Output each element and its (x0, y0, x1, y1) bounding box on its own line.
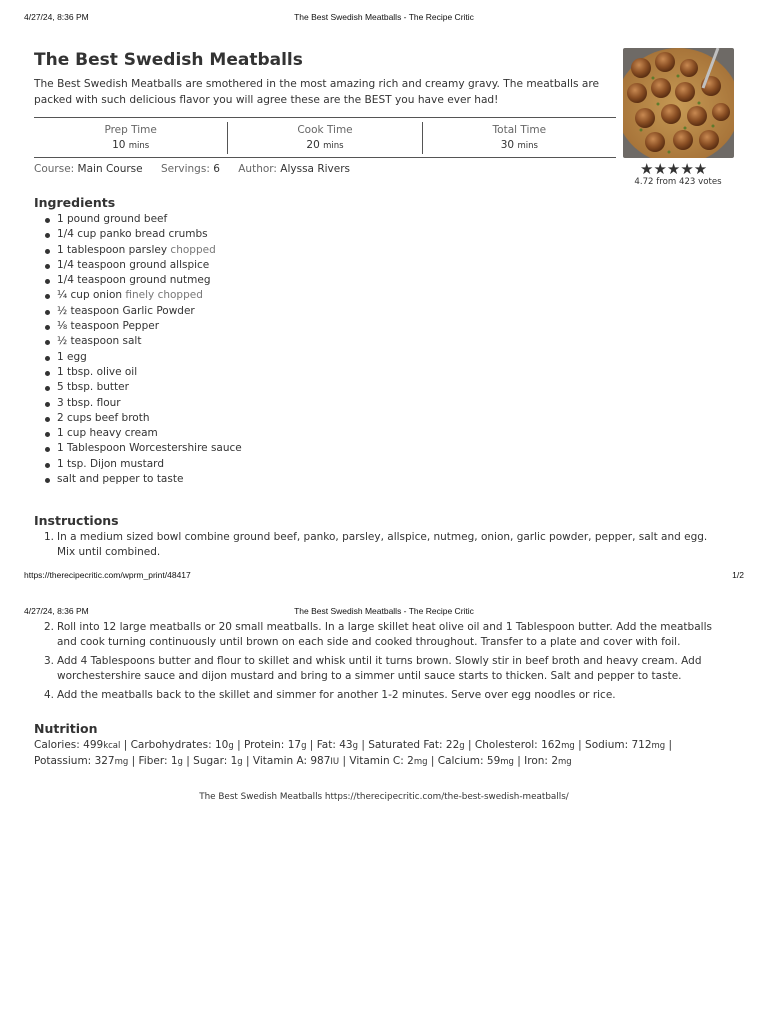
ingredient-text: 1/4 cup panko bread crumbs (57, 228, 208, 241)
time-value: 30 (500, 139, 515, 151)
nutrition-unit: mg (561, 741, 575, 751)
recipe-meta (34, 163, 350, 175)
ingredients-heading: Ingredients (34, 195, 116, 210)
nutrition-item (349, 755, 427, 767)
print-doc-title: The Best Swedish Meatballs - The Recipe Critic (294, 606, 474, 616)
nutrition-value: 987 (310, 755, 331, 768)
nutrition-label: Calcium: (437, 755, 484, 768)
bullet (45, 356, 50, 361)
time-value: 10 (112, 139, 126, 151)
nutrition-unit: IU (330, 757, 340, 768)
nutrition-value: 43 (339, 739, 353, 751)
time-unit: mins (517, 141, 538, 151)
ingredient-item (34, 258, 242, 273)
nutrition-value: 1 (170, 755, 178, 768)
ingredient-item (34, 273, 242, 288)
time-label: Prep Time (104, 124, 157, 136)
instructions-heading: Instructions (34, 513, 119, 528)
nutrition-value: 327 (94, 755, 115, 768)
nutrition-label: Carbohydrates: (130, 739, 212, 751)
meatballs-photo-icon (623, 48, 734, 158)
nutrition-value: 162 (541, 739, 562, 751)
ingredient-text: 1 pound ground beef (57, 213, 168, 225)
nutrition-value: 59 (486, 755, 501, 768)
bullet (45, 233, 50, 238)
print-header-page1 (24, 12, 744, 24)
ingredient-item (34, 457, 242, 472)
nutrition-value: 2 (407, 755, 414, 768)
step-number: 2. (44, 621, 55, 633)
recipe-times (34, 117, 616, 158)
ingredient-item (34, 365, 242, 380)
ingredient-note: chopped (170, 243, 216, 256)
bullet (45, 325, 50, 330)
ingredient-text: 5 tbsp. butter (57, 381, 129, 394)
step-text: Roll into 12 large meatballs or 20 small meatballs. In a large skillet heat olive oil and 1 Tablespoon butter. Add the meatballs and cook turning continuously until brown on each side and cooked throughout. Transfer to a plate and cover with foil. (57, 621, 712, 649)
bullet (45, 386, 50, 391)
nutrition-heading: Nutrition (34, 721, 98, 736)
bullet (45, 478, 50, 483)
ingredient-text: 1 cup heavy cream (57, 427, 158, 440)
ingredient-item (34, 243, 242, 258)
nutrition-unit: mg (558, 757, 572, 768)
nutrition-item (585, 739, 665, 751)
ingredient-text: 1 egg (57, 350, 87, 363)
nutrition-item (131, 739, 234, 751)
bullet (45, 294, 50, 299)
nutrition-label: Fiber: (138, 755, 168, 768)
nutrition-label: Calories: (34, 739, 80, 751)
print-datetime: 4/27/24, 8:36 PM (24, 606, 89, 616)
ingredient-text: ⅛ teaspoon Pepper (57, 320, 160, 333)
ingredient-text: 3 tbsp. flour (57, 396, 121, 409)
nutrition-unit: g (352, 741, 358, 751)
nutrition-label: Fat: (316, 739, 336, 751)
course-label: Course: (34, 163, 75, 175)
servings-label: Servings: (160, 163, 210, 175)
bullet (45, 249, 50, 254)
print-footer-page1 (24, 570, 744, 582)
nutrition-unit: g (237, 757, 243, 768)
time-label: Total Time (492, 124, 547, 136)
step-number: 4. (44, 688, 55, 701)
ingredients-list (34, 212, 242, 487)
ingredient-item (34, 411, 242, 426)
nutrition-item (475, 739, 575, 751)
course-value: Main Course (77, 163, 143, 175)
total-time (423, 122, 616, 154)
nutrition-value: 10 (214, 739, 229, 751)
bullet (45, 417, 50, 422)
prep-time (34, 122, 228, 154)
ingredient-item (34, 380, 242, 395)
print-datetime: 4/27/24, 8:36 PM (24, 12, 89, 22)
nutrition-item (139, 755, 183, 767)
nutrition-label: Protein: (243, 739, 285, 751)
recipe-summary: The Best Swedish Meatballs are smothered in the most amazing rich and creamy gravy. The meatballs are packed with such delicious flavor you will agree these are the BEST you have ever had! (34, 78, 599, 106)
ingredient-text: 1 tablespoon parsley (57, 243, 168, 256)
nutrition-unit: mg (500, 757, 514, 768)
nutrition-label: Saturated Fat: (368, 739, 443, 751)
nutrition-unit: mg (651, 741, 666, 751)
nutrition-unit: mg (413, 757, 428, 768)
time-unit: mins (128, 141, 150, 151)
nutrition-label: Vitamin C: (349, 755, 404, 768)
ingredient-text: 1/4 teaspoon ground allspice (57, 258, 210, 271)
nutrition-unit: g (459, 741, 465, 751)
ingredient-item (34, 426, 242, 441)
ingredient-text: 1 Tablespoon Worcestershire sauce (57, 442, 242, 455)
nutrition-item (368, 739, 465, 751)
recipe-title: The Best Swedish Meatballs (34, 50, 303, 70)
instructions-list-page1 (34, 530, 724, 561)
bullet (45, 310, 50, 315)
nutrition-value: 22 (445, 739, 460, 751)
ingredient-item (34, 472, 242, 487)
instructions-list-page2 (34, 620, 724, 703)
author-label: Author: (238, 163, 277, 175)
nutrition-facts: Calories: 499kcal | Carbohydrates: 10g | Protein: 17g | Fat: 43g | Saturated Fat: 22g | Cholesterol: 162mg | Sodium: 712mg | Potassium: 327mg | Fiber: 1g | Sugar: 1g | Vitamin A: 987IU | Vitamin C: 2mg | Calcium: 59mg | Iron: 2mg (34, 739, 673, 768)
ingredient-text: ¼ cup onion (57, 289, 123, 302)
instruction-step (34, 688, 724, 703)
nutrition-value: 17 (287, 739, 302, 751)
time-label: Cook Time (297, 124, 353, 136)
nutrition-item (317, 739, 358, 751)
step-number: 3. (44, 654, 55, 667)
time-unit: mins (323, 141, 344, 151)
ingredient-item (34, 319, 242, 334)
bullet (45, 264, 50, 269)
bullet (45, 371, 50, 376)
nutrition-label: Iron: (524, 755, 548, 768)
cook-time (228, 122, 422, 154)
bullet (45, 218, 50, 223)
instruction-step (34, 620, 724, 651)
step-number: 1. (44, 531, 55, 543)
nutrition-unit: g (301, 741, 307, 751)
nutrition-item (34, 739, 120, 751)
bullet (45, 432, 50, 437)
ingredient-text: 1/4 teaspoon ground nutmeg (57, 274, 211, 287)
servings-value: 6 (213, 163, 220, 175)
instruction-step (34, 654, 724, 685)
nutrition-value: 1 (230, 755, 238, 768)
nutrition-item (34, 755, 128, 767)
ingredient-note: finely chopped (125, 289, 203, 302)
ingredient-item (34, 441, 242, 456)
instruction-step (34, 530, 724, 561)
nutrition-value: 2 (551, 755, 559, 768)
nutrition-unit: kcal (103, 741, 121, 751)
ingredient-text: salt and pepper to taste (57, 473, 184, 486)
nutrition-item (244, 739, 306, 751)
source-footer: The Best Swedish Meatballs https://therecipecritic.com/the-best-swedish-meatballs/ (199, 792, 569, 802)
bullet (45, 402, 50, 407)
bullet (45, 463, 50, 468)
ingredient-item (34, 334, 242, 349)
page-number: 1/2 (732, 570, 744, 580)
nutrition-unit: mg (114, 757, 129, 768)
nutrition-unit: g (228, 741, 234, 751)
ingredient-item (34, 288, 242, 303)
nutrition-label: Cholesterol: (474, 739, 538, 751)
print-doc-title: The Best Swedish Meatballs - The Recipe Critic (294, 12, 474, 22)
nutrition-item (524, 755, 572, 767)
author-value: Alyssa Rivers (280, 163, 350, 175)
rating-stars[interactable]: ★★★★★ (640, 160, 708, 178)
nutrition-item (253, 755, 339, 767)
print-url: https://therecipecritic.com/wprm_print/48417 (24, 570, 191, 580)
ingredient-item (34, 212, 242, 227)
nutrition-label: Sugar: (193, 755, 228, 768)
ingredient-text: 1 tsp. Dijon mustard (57, 457, 164, 470)
nutrition-value: 712 (631, 739, 652, 751)
bullet (45, 279, 50, 284)
nutrition-item (438, 755, 514, 767)
recipe-image (623, 48, 734, 158)
step-text: In a medium sized bowl combine ground beef, panko, parsley, allspice, nutmeg, onion, garlic powder, pepper, salt and egg. Mix until combined. (57, 531, 708, 559)
ingredient-item (34, 227, 242, 242)
step-text: Add 4 Tablespoons butter and flour to skillet and whisk until it turns brown. Slowly stir in beef broth and heavy cream. Add worchestershire sauce and dijon mustard and bring to a simmer until sauce starts to thicken. Salt and pepper to taste. (57, 654, 702, 683)
nutrition-item (193, 755, 243, 767)
rating-votes: 4.72 from 423 votes (634, 177, 722, 187)
bullet (45, 340, 50, 345)
ingredient-item (34, 396, 242, 411)
ingredient-text: ½ teaspoon salt (57, 335, 142, 348)
ingredient-text: ½ teaspoon Garlic Powder (57, 304, 195, 317)
nutrition-label: Potassium: (34, 755, 92, 768)
ingredient-item (34, 350, 242, 365)
bullet (45, 447, 50, 452)
step-text: Add the meatballs back to the skillet and simmer for another 1-2 minutes. Serve over egg noodles or rice. (57, 688, 616, 701)
nutrition-label: Vitamin A: (252, 755, 308, 768)
ingredient-item (34, 304, 242, 319)
time-value: 20 (306, 139, 320, 151)
ingredient-text: 2 cups beef broth (57, 411, 150, 424)
ingredient-text: 1 tbsp. olive oil (57, 365, 138, 378)
nutrition-unit: g (177, 757, 183, 768)
nutrition-label: Sodium: (585, 739, 629, 751)
nutrition-value: 499 (83, 739, 104, 751)
print-header-page2 (24, 606, 744, 618)
